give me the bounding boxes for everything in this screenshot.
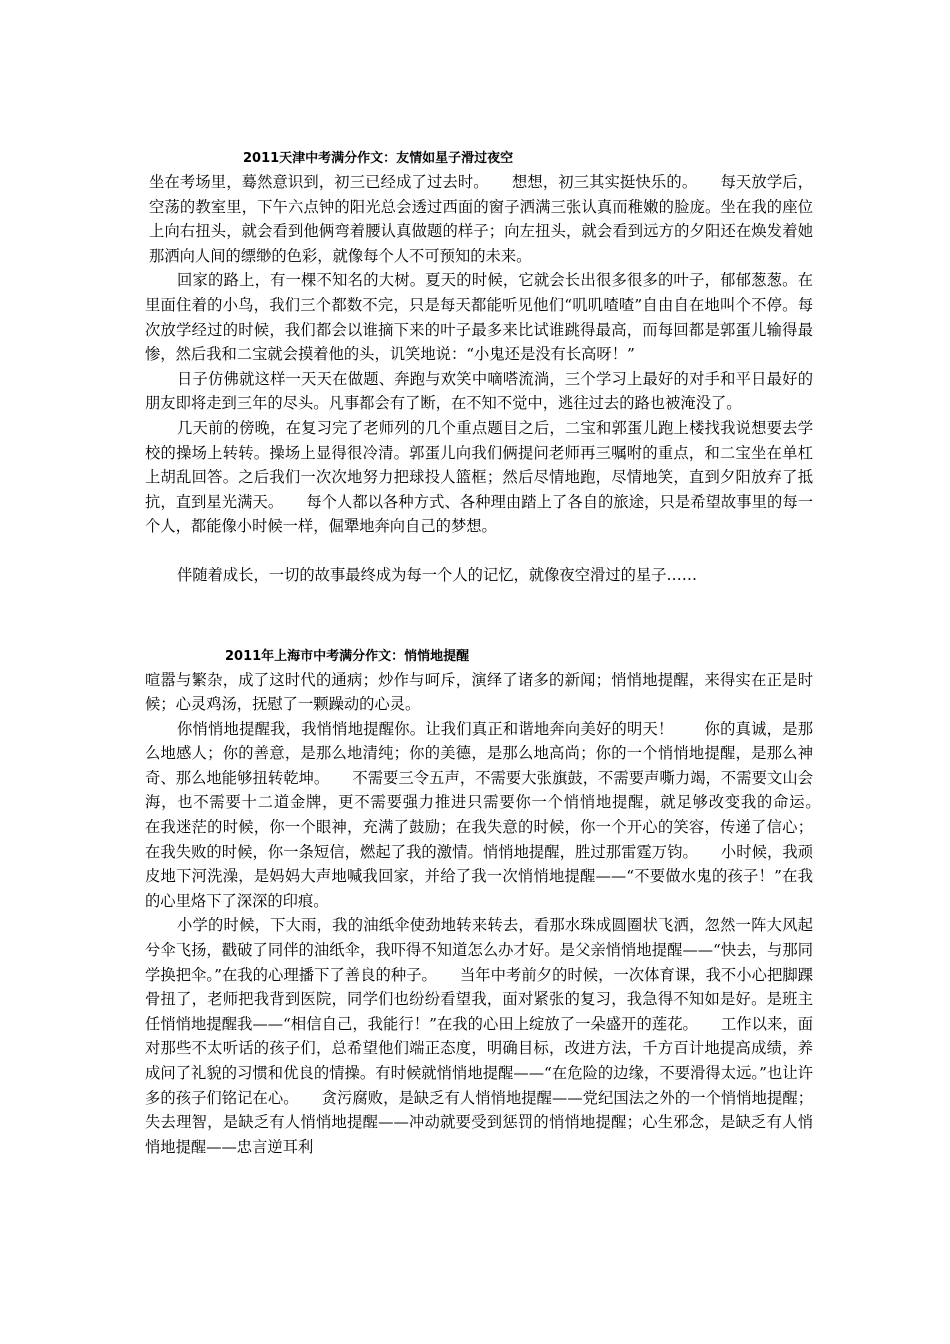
essay-2-paragraph-2: 你悄悄地提醒我，我悄悄地提醒你。让我们真正和谐地奔向美好的明天！ 你的真诚，是那么地感人；你的善意，是那么地清纯；你的美德，是那么地高尚；你的一个悄悄地提醒，是那么神奇、那么地能够扭转乾坤。 不需要三令五声，不需要大张旗鼓，不需要声嘶力竭，不需要文山会海，也不需要十二道金牌，更不需要强力推进只需要你一个悄悄地提醒，就足够改变我的命运。 在我迷茫的时候，你一个眼神，充满了鼓励；在我失意的时候，你一个开心的笑容，传递了信心；在我失败的时候，你一条短信，燃起了我的激情。悄悄地提醒，胜过那雷霆万钧。 小时候，我顽皮地下河洗澡，是妈妈大声地喊我回家，并给了我一次悄悄地提醒——“不要做水鬼的孩子！”在我的心里烙下了深深的印痕。 bbox=[145, 719, 844, 910]
essay-1-paragraph-1: 坐在考场里，蓦然意识到，初三已经成了过去时。 想想，初三其实挺快乐的。 每天放学后，空荡的教室里，下午六点钟的阳光总会透过西面的窗子洒满三张认真而稚嫩的脸庞。坐在我的座位上向右扭头，就会看到他俩弯着腰认真做题的样子；向左扭头，就会看到远方的夕阳还在焕发着她那洒向人间的缥缈的色彩，就像每个人不可预知的未来。 bbox=[149, 173, 813, 265]
essay-2-paragraph-3: 小学的时候，下大雨，我的油纸伞使劲地转来转去，看那水珠成圆圈状飞洒，忽然一阵大风起兮伞飞扬，戳破了同伴的油纸伞，我吓得不知道怎么办才好。是父亲悄悄地提醒——“快去，与那同学换把伞。”在我的心理播下了善良的种子。 当年中考前夕的时候，一次体育课，我不小心把脚踝骨扭了，老师把我背到医院，同学们也纷纷看望我，面对紧张的复习，我急得不知如是好。是班主任悄悄地提醒我——“相信自己，我能行！”在我的心田上绽放了一朵盛开的莲花。 工作以来，面对那些不太听话的孩子们，总希望他们端正态度，明确目标，改进方法，千方百计地提高成绩，养成问了礼貌的习惯和优良的情操。有时候就悄悄地提醒——“在危险的边缘，不要滑得太远。”也让许多的孩子们铭记在心。 贪污腐败，是缺乏有人悄悄地提醒——党纪国法之外的一个悄悄地提醒；失去理智，是缺乏有人悄悄地提醒——冲动就要受到惩罚的悄悄地提醒；心生邪念，是缺乏有人悄悄地提醒——忠言逆耳利 bbox=[145, 916, 813, 1156]
document-page bbox=[145, 148, 844, 1159]
essay-1-paragraph-2: 回家的路上，有一棵不知名的大树。夏天的时候，它就会长出很多很多的叶子，郁郁葱葱。在里面住着的小鸟，我们三个都数不完，只是每天都能听见他们“叽叽喳喳”自由自在地叫个不停。每次放学经过的时候，我们都会以谁摘下来的叶子最多来比试谁跳得最高，而每回都是郭蛋儿输得最惨，然后我和二宝就会摸着他的头，讥笑地说：“小鬼还是没有长高呀！” bbox=[145, 271, 813, 364]
essay-2-title: 2011年上海市中考满分作文：悄悄地提醒 bbox=[225, 648, 470, 664]
essay-1-paragraph-3: 日子仿佛就这样一天天在做题、奔跑与欢笑中嘀嗒流淌，三个学习上最好的对手和平日最好的朋友即将走到三年的尽头。凡事都会有了断，在不知不觉中，逃往过去的路也被淹没了。 bbox=[145, 369, 813, 413]
essay-1-paragraph-4: 几天前的傍晚，在复习完了老师列的几个重点题目之后，二宝和郭蛋儿跑上楼找我说想要去学校的操场上转转。操场上显得很冷清。郭蛋儿向我们俩提问老师再三嘱咐的重点，和二宝坐在单杠上胡乱回答。之后我们一次次地努力把球投人篮框；然后尽情地跑，尽情地笑，直到夕阳放弃了抵抗，直到星光满天。 每个人都以各种方式、各种理由踏上了各自的旅途，只是希望故事里的每一个人，都能像小时候一样，倔犟地奔向自己的梦想。 bbox=[145, 418, 813, 536]
blank-line bbox=[145, 539, 813, 563]
essay-2-paragraph-1: 喧嚣与繁杂，成了这时代的通病；炒作与呵斥，演绎了诸多的新闻；悄悄地提醒，来得实在正是时候；心灵鸡汤，抚慰了一颗躁动的心灵。 bbox=[145, 670, 813, 714]
essay-separator bbox=[145, 588, 813, 646]
essay-1-title: 2011天津中考满分作文：友情如星子滑过夜空 bbox=[243, 151, 514, 166]
essay-1-paragraph-5: 伴随着成长，一切的故事最终成为每一个人的记忆，就像夜空滑过的星子…… bbox=[177, 565, 698, 584]
